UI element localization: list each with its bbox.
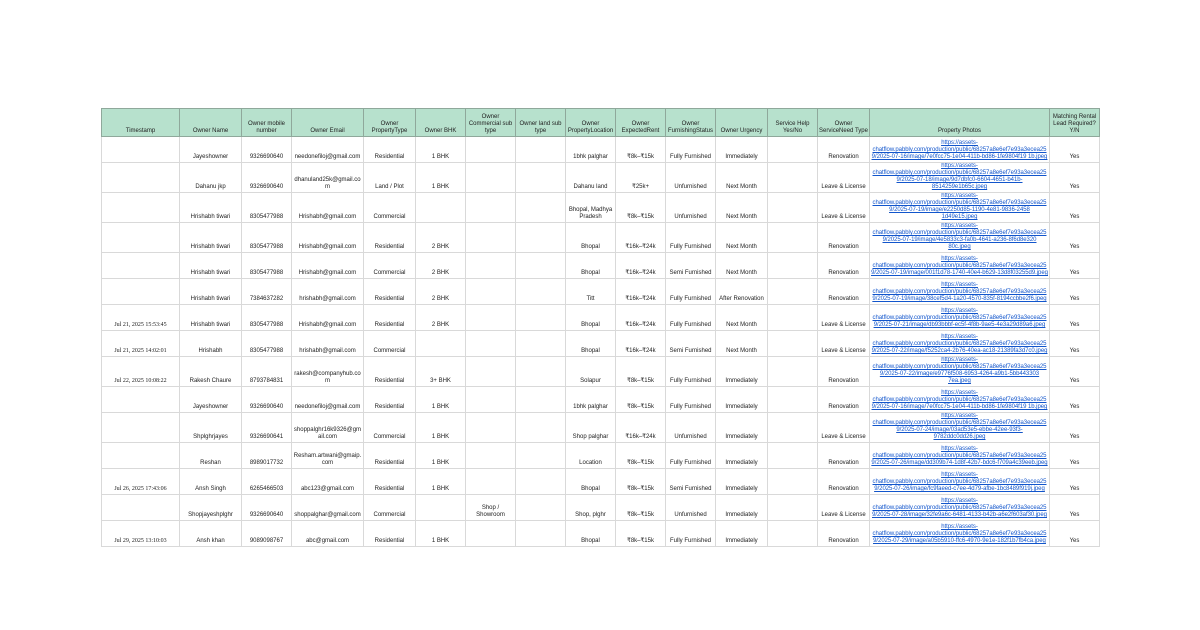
property-photo-link[interactable]: https://assets-chatflow.pabbly.com/production/public/68257a8e6ef7e93a3ecea259/2025-07-26/image/fc9faeed-c7ee-4d79-afbe-1bc8489f919j.jpeg (872, 472, 1047, 492)
commercial-subtype-cell[interactable]: Shop / Showroom (466, 495, 516, 521)
timestamp-cell[interactable]: Jul 21, 2025 14:02:01 (102, 331, 180, 357)
mobile-cell[interactable]: 8305477988 (242, 253, 292, 279)
owner-name-cell[interactable]: Ansh Singh (180, 469, 242, 495)
data-table (101, 108, 1100, 547)
furnishing-cell[interactable]: Unfurnished (666, 495, 716, 521)
property-photo-link[interactable]: https://assets-chatflow.pabbly.com/production/public/68257a8e6ef7e93a3ecea259/2025-07-16/image/7e0fcc75-1e04-411b-bd86-1fe9804f19 1b.jpeg (871, 390, 1048, 410)
rent-cell[interactable]: ₹8k–₹15k (616, 495, 666, 521)
timestamp-cell[interactable] (102, 413, 180, 443)
urgency-cell[interactable]: Immediately (716, 469, 768, 495)
service-need-cell[interactable]: Renovation (818, 469, 870, 495)
location-cell[interactable]: Bhopal (566, 305, 616, 331)
location-cell[interactable]: Shop palghar (566, 413, 616, 443)
rent-cell[interactable]: ₹8k–₹15k (616, 469, 666, 495)
commercial-subtype-cell[interactable] (466, 443, 516, 469)
commercial-subtype-cell[interactable] (466, 253, 516, 279)
timestamp-cell[interactable] (102, 279, 180, 305)
email-cell[interactable]: Hrishabh@gmail.com (292, 253, 364, 279)
service-need-cell[interactable]: Renovation (818, 521, 870, 547)
property-photo-link[interactable]: https://assets-chatflow.pabbly.com/production/public/68257a8e6ef7e93a3ecea259/2025-07-22/image/e9776f508-6953-4264-a9b1-5bb443303 7ea.jpeg (872, 357, 1047, 384)
furnishing-cell[interactable]: Fully Furnished (666, 137, 716, 163)
owner-name-cell[interactable]: Hrishabh tiwari (180, 253, 242, 279)
table-row (102, 331, 1100, 357)
urgency-cell[interactable]: Immediately (716, 357, 768, 387)
urgency-cell[interactable]: Next Month (716, 253, 768, 279)
table-row (102, 193, 1100, 223)
property-photo-cell[interactable] (870, 279, 1050, 305)
urgency-cell[interactable]: Next Month (716, 331, 768, 357)
property-type-cell[interactable]: Commercial (364, 193, 416, 223)
column-header[interactable]: Owner ExpectedRent (616, 109, 666, 137)
mobile-cell[interactable]: 9326690640 (242, 387, 292, 413)
timestamp-cell[interactable]: Jul 26, 2025 17:43:06 (102, 469, 180, 495)
header-row (102, 109, 1100, 137)
table-row (102, 387, 1100, 413)
property-photo-cell[interactable] (870, 137, 1050, 163)
mobile-cell[interactable]: 6265466503 (242, 469, 292, 495)
owner-name-cell[interactable]: Hrishabh (180, 331, 242, 357)
email-cell[interactable]: abc123@gmail.com (292, 469, 364, 495)
property-photo-link[interactable]: https://assets-chatflow.pabbly.com/production/public/68257a8e6ef7e93a3ecea259/2025-07-16/image/7e0fcc75-1e04-411b-bd86-1fe9804f19 1b.jpeg (871, 140, 1048, 160)
property-type-cell[interactable]: Commercial (364, 331, 416, 357)
furnishing-cell[interactable]: Unfurnished (666, 193, 716, 223)
urgency-cell[interactable]: Immediately (716, 413, 768, 443)
location-cell[interactable]: Bhopal (566, 331, 616, 357)
mobile-cell[interactable]: 8305477988 (242, 331, 292, 357)
property-photo-link[interactable]: https://assets-chatflow.pabbly.com/production/public/68257a8e6ef7e93a3ecea259/2025-07-21/image/db93bbbf-ec5f-4f8b-9ae5-4e3a29d89a6.jpeg (872, 308, 1047, 328)
location-cell[interactable]: Bhopal (566, 521, 616, 547)
rent-cell[interactable]: ₹8k–₹15k (616, 137, 666, 163)
timestamp-cell[interactable] (102, 137, 180, 163)
owner-name-cell[interactable]: Jayeshowner (180, 387, 242, 413)
email-cell[interactable]: Hrishabh@gmail.com (292, 305, 364, 331)
service-help-cell[interactable] (768, 305, 818, 331)
owner-name-cell[interactable]: Dahanu jkp (180, 163, 242, 193)
mobile-cell[interactable]: 9326690640 (242, 163, 292, 193)
mobile-cell[interactable]: 9326690640 (242, 495, 292, 521)
table-row (102, 163, 1100, 193)
rent-cell[interactable]: ₹8k–₹15k (616, 193, 666, 223)
owner-name-cell[interactable]: Shopjayeshplghr (180, 495, 242, 521)
column-header[interactable]: Owner BHK (416, 109, 466, 137)
owner-name-cell[interactable]: Hrishabh tiwari (180, 223, 242, 253)
column-header[interactable]: Owner PropertyLocation (566, 109, 616, 137)
email-cell[interactable]: shoppalghar@gmail.com (292, 495, 364, 521)
land-subtype-cell[interactable] (516, 305, 566, 331)
mobile-cell[interactable]: 9326690640 (242, 137, 292, 163)
urgency-cell[interactable]: After Renovation (716, 279, 768, 305)
timestamp-cell[interactable] (102, 193, 180, 223)
lead-required-cell[interactable]: Yes (1050, 253, 1100, 279)
land-subtype-cell[interactable] (516, 193, 566, 223)
column-header[interactable]: Owner mobile number (242, 109, 292, 137)
location-cell[interactable]: Location (566, 443, 616, 469)
service-help-cell[interactable] (768, 223, 818, 253)
bhk-cell[interactable] (416, 495, 466, 521)
service-help-cell[interactable] (768, 521, 818, 547)
location-cell[interactable]: Titt (566, 279, 616, 305)
service-need-cell[interactable]: Renovation (818, 137, 870, 163)
bhk-cell[interactable]: 2 BHK (416, 223, 466, 253)
service-help-cell[interactable] (768, 253, 818, 279)
owner-name-cell[interactable]: Jayeshowner (180, 137, 242, 163)
bhk-cell[interactable]: 2 BHK (416, 253, 466, 279)
furnishing-cell[interactable]: Fully Furnished (666, 357, 716, 387)
property-photo-link[interactable]: https://assets-chatflow.pabbly.com/production/public/68257a8e6ef7e93a3ecea259/2025-07-28/image/32fe9a6c-6481-4133-b42b-a6e2f603af30.jpeg (872, 498, 1047, 518)
furnishing-cell[interactable]: Fully Furnished (666, 521, 716, 547)
bhk-cell[interactable]: 1 BHK (416, 387, 466, 413)
furnishing-cell[interactable]: Unfurnished (666, 163, 716, 193)
owner-name-cell[interactable]: Reshan (180, 443, 242, 469)
commercial-subtype-cell[interactable] (466, 521, 516, 547)
rent-cell[interactable]: ₹8k–₹15k (616, 387, 666, 413)
property-type-cell[interactable]: Residential (364, 387, 416, 413)
lead-required-cell[interactable]: Yes (1050, 413, 1100, 443)
property-photo-cell[interactable] (870, 443, 1050, 469)
lead-required-cell[interactable]: Yes (1050, 443, 1100, 469)
table-row (102, 357, 1100, 387)
service-help-cell[interactable] (768, 193, 818, 223)
email-cell[interactable]: needonefiloj@gmail.com (292, 387, 364, 413)
service-need-cell[interactable]: Leave & License (818, 163, 870, 193)
service-need-cell[interactable]: Renovation (818, 279, 870, 305)
column-header[interactable]: Owner PropertyType (364, 109, 416, 137)
column-header[interactable]: Owner FurnishingStatus (666, 109, 716, 137)
bhk-cell[interactable]: 2 BHK (416, 305, 466, 331)
property-photo-cell[interactable] (870, 223, 1050, 253)
service-need-cell[interactable]: Renovation (818, 253, 870, 279)
table-row (102, 305, 1100, 331)
property-type-cell[interactable]: Commercial (364, 413, 416, 443)
rent-cell[interactable]: ₹16k–₹24k (616, 279, 666, 305)
bhk-cell[interactable]: 1 BHK (416, 163, 466, 193)
service-need-cell[interactable]: Renovation (818, 223, 870, 253)
property-photo-cell[interactable] (870, 495, 1050, 521)
commercial-subtype-cell[interactable] (466, 469, 516, 495)
location-cell[interactable]: Bhopal (566, 469, 616, 495)
property-type-cell[interactable]: Residential (364, 443, 416, 469)
furnishing-cell[interactable]: Semi Furnished (666, 331, 716, 357)
lead-required-cell[interactable]: Yes (1050, 469, 1100, 495)
land-subtype-cell[interactable] (516, 521, 566, 547)
rent-cell[interactable]: ₹25k+ (616, 163, 666, 193)
furnishing-cell[interactable]: Unfurnished (666, 413, 716, 443)
lead-required-cell[interactable]: Yes (1050, 279, 1100, 305)
mobile-cell[interactable]: 8305477988 (242, 305, 292, 331)
land-subtype-cell[interactable] (516, 331, 566, 357)
location-cell[interactable]: Bhopal (566, 223, 616, 253)
service-help-cell[interactable] (768, 469, 818, 495)
bhk-cell[interactable]: 1 BHK (416, 469, 466, 495)
furnishing-cell[interactable]: Fully Furnished (666, 305, 716, 331)
mobile-cell[interactable]: 9326690641 (242, 413, 292, 443)
furnishing-cell[interactable]: Fully Furnished (666, 443, 716, 469)
location-cell[interactable]: 1bhk palghar (566, 137, 616, 163)
service-help-cell[interactable] (768, 357, 818, 387)
mobile-cell[interactable]: 8793784831 (242, 357, 292, 387)
property-photo-cell[interactable] (870, 387, 1050, 413)
bhk-cell[interactable]: 2 BHK (416, 279, 466, 305)
rent-cell[interactable]: ₹8k–₹15k (616, 521, 666, 547)
column-header[interactable]: Owner Commercial sub type (466, 109, 516, 137)
commercial-subtype-cell[interactable] (466, 137, 516, 163)
table-row (102, 223, 1100, 253)
property-type-cell[interactable]: Commercial (364, 495, 416, 521)
table-row (102, 469, 1100, 495)
timestamp-cell[interactable] (102, 223, 180, 253)
property-type-cell[interactable]: Residential (364, 137, 416, 163)
service-help-cell[interactable] (768, 413, 818, 443)
land-subtype-cell[interactable] (516, 357, 566, 387)
property-photo-link[interactable]: https://assets-chatflow.pabbly.com/production/public/68257a8e6ef7e93a3ecea259/2025-07-26/image/dd309b74-1d8f-42b7-bdc6-f709a4c39eeb.jpeg (871, 446, 1048, 466)
timestamp-cell[interactable]: Jul 29, 2025 13:10:03 (102, 521, 180, 547)
land-subtype-cell[interactable] (516, 469, 566, 495)
column-header[interactable]: Timestamp (102, 109, 180, 137)
commercial-subtype-cell[interactable] (466, 357, 516, 387)
column-header[interactable]: Service Help Yes/No (768, 109, 818, 137)
property-type-cell[interactable]: Residential (364, 305, 416, 331)
lead-required-cell[interactable]: Yes (1050, 193, 1100, 223)
property-type-cell[interactable]: Residential (364, 521, 416, 547)
table-row (102, 495, 1100, 521)
email-cell[interactable]: hrishabh@gmail.com (292, 279, 364, 305)
commercial-subtype-cell[interactable] (466, 279, 516, 305)
location-cell[interactable]: 1bhk palghar (566, 387, 616, 413)
property-photo-cell[interactable] (870, 469, 1050, 495)
property-type-cell[interactable]: Residential (364, 357, 416, 387)
email-cell[interactable]: hrishabh@gmail.com (292, 331, 364, 357)
owner-name-cell[interactable]: Ansh khan (180, 521, 242, 547)
property-type-cell[interactable]: Residential (364, 223, 416, 253)
property-photo-link[interactable]: https://assets-chatflow.pabbly.com/production/public/68257a8e6ef7e93a3ecea259/2025-07-19/image/e2250d85-1190-4e81-9836-2458 1d49e15.jpeg (872, 193, 1047, 220)
column-header[interactable]: Owner Email (292, 109, 364, 137)
timestamp-cell[interactable] (102, 495, 180, 521)
land-subtype-cell[interactable] (516, 253, 566, 279)
property-photo-link[interactable]: https://assets-chatflow.pabbly.com/production/public/68257a8e6ef7e93a3ecea259/2025-07-24/image/03ad53e5-ebbe-42ee-93f3-9782ddc0dd26.jpeg (872, 413, 1047, 440)
land-subtype-cell[interactable] (516, 223, 566, 253)
service-need-cell[interactable]: Renovation (818, 387, 870, 413)
bhk-cell[interactable]: 3+ BHK (416, 357, 466, 387)
column-header[interactable]: Matching Rental Lead Required? Y/N (1050, 109, 1100, 137)
lead-required-cell[interactable]: Yes (1050, 495, 1100, 521)
lead-required-cell[interactable]: Yes (1050, 331, 1100, 357)
column-header[interactable]: Owner land sub type (516, 109, 566, 137)
mobile-cell[interactable]: 8305477988 (242, 193, 292, 223)
mobile-cell[interactable]: 9089098767 (242, 521, 292, 547)
land-subtype-cell[interactable] (516, 495, 566, 521)
table-row (102, 443, 1100, 469)
column-header[interactable]: Owner Urgency (716, 109, 768, 137)
furnishing-cell[interactable]: Fully Furnished (666, 223, 716, 253)
commercial-subtype-cell[interactable] (466, 193, 516, 223)
rent-cell[interactable]: ₹16k–₹24k (616, 413, 666, 443)
property-photo-cell[interactable] (870, 253, 1050, 279)
bhk-cell[interactable]: 1 BHK (416, 137, 466, 163)
urgency-cell[interactable]: Next Month (716, 193, 768, 223)
timestamp-cell[interactable] (102, 387, 180, 413)
property-photo-link[interactable]: https://assets-chatflow.pabbly.com/production/public/68257a8e6ef7e93a3ecea259/2025-07-29/image/a05b5910-ffc6-4970-9e1e-182f1b7fb4ca.jpeg (872, 524, 1047, 544)
urgency-cell[interactable]: Next Month (716, 305, 768, 331)
bhk-cell[interactable] (416, 331, 466, 357)
urgency-cell[interactable]: Immediately (716, 495, 768, 521)
service-help-cell[interactable] (768, 331, 818, 357)
mobile-cell[interactable]: 8989017732 (242, 443, 292, 469)
service-need-cell[interactable]: Leave & License (818, 305, 870, 331)
service-help-cell[interactable] (768, 163, 818, 193)
email-cell[interactable]: dhanuland25k@gmail.com (292, 163, 364, 193)
property-photo-cell[interactable] (870, 413, 1050, 443)
email-cell[interactable]: Hrishabh@gmail.com (292, 223, 364, 253)
bhk-cell[interactable]: 1 BHK (416, 443, 466, 469)
property-photo-cell[interactable] (870, 521, 1050, 547)
column-header[interactable]: Property Photos (870, 109, 1050, 137)
owner-name-cell[interactable]: Hrishabh tiwari (180, 279, 242, 305)
owner-name-cell[interactable]: Shplghrjayes (180, 413, 242, 443)
property-type-cell[interactable]: Commercial (364, 253, 416, 279)
furnishing-cell[interactable]: Semi Furnished (666, 469, 716, 495)
table-row (102, 253, 1100, 279)
timestamp-cell[interactable] (102, 443, 180, 469)
service-help-cell[interactable] (768, 279, 818, 305)
service-need-cell[interactable]: Leave & License (818, 413, 870, 443)
service-need-cell[interactable]: Renovation (818, 443, 870, 469)
property-type-cell[interactable]: Residential (364, 469, 416, 495)
property-photo-link[interactable]: https://assets-chatflow.pabbly.com/production/public/68257a8e6ef7e93a3ecea259/2025-07-22/image/f5252ca4-2b76-40ea-ac18-21389fa3d7c0.jpeg (871, 334, 1048, 354)
furnishing-cell[interactable]: Semi Furnished (666, 253, 716, 279)
service-help-cell[interactable] (768, 495, 818, 521)
timestamp-cell[interactable]: Jul 21, 2025 15:53:45 (102, 305, 180, 331)
location-cell[interactable]: Bhopal (566, 253, 616, 279)
owner-name-cell[interactable]: Rakesh Chaure (180, 357, 242, 387)
service-need-cell[interactable]: Leave & License (818, 193, 870, 223)
lead-required-cell[interactable]: Yes (1050, 387, 1100, 413)
commercial-subtype-cell[interactable] (466, 331, 516, 357)
land-subtype-cell[interactable] (516, 279, 566, 305)
property-photo-cell[interactable] (870, 193, 1050, 223)
bhk-cell[interactable] (416, 193, 466, 223)
property-photo-cell[interactable] (870, 163, 1050, 193)
mobile-cell[interactable]: 8305477988 (242, 223, 292, 253)
furnishing-cell[interactable]: Fully Furnished (666, 387, 716, 413)
rent-cell[interactable]: ₹8k–₹15k (616, 443, 666, 469)
bhk-cell[interactable]: 1 BHK (416, 413, 466, 443)
service-need-cell[interactable]: Leave & License (818, 331, 870, 357)
owner-name-cell[interactable]: Hrishabh tiwari (180, 305, 242, 331)
lead-required-cell[interactable]: Yes (1050, 163, 1100, 193)
urgency-cell[interactable]: Next Month (716, 223, 768, 253)
timestamp-cell[interactable] (102, 163, 180, 193)
location-cell[interactable]: Solapur (566, 357, 616, 387)
rent-cell[interactable]: ₹16k–₹24k (616, 331, 666, 357)
table-row (102, 521, 1100, 547)
lead-required-cell[interactable]: Yes (1050, 305, 1100, 331)
land-subtype-cell[interactable] (516, 443, 566, 469)
table-row (102, 279, 1100, 305)
location-cell[interactable]: Dahanu land (566, 163, 616, 193)
email-cell[interactable]: rakesh@companyhub.com (292, 357, 364, 387)
furnishing-cell[interactable]: Fully Furnished (666, 279, 716, 305)
service-need-cell[interactable]: Renovation (818, 357, 870, 387)
email-cell[interactable]: shoppalghr16k9326@gmail.com (292, 413, 364, 443)
urgency-cell[interactable]: Immediately (716, 443, 768, 469)
urgency-cell[interactable]: Immediately (716, 137, 768, 163)
property-type-cell[interactable]: Land / Plot (364, 163, 416, 193)
land-subtype-cell[interactable] (516, 387, 566, 413)
property-photo-link[interactable]: https://assets-chatflow.pabbly.com/production/public/68257a8e6ef7e93a3ecea259/2025-07-19/image/4e5833c3-fa0b-4641-a236-8f6d8e320 80c.jpeg (872, 223, 1047, 250)
property-photo-cell[interactable] (870, 305, 1050, 331)
property-photo-cell[interactable] (870, 331, 1050, 357)
mobile-cell[interactable]: 7384637282 (242, 279, 292, 305)
land-subtype-cell[interactable] (516, 163, 566, 193)
email-cell[interactable]: Hrishabh@gmail.com (292, 193, 364, 223)
table-body (102, 137, 1100, 547)
urgency-cell[interactable]: Immediately (716, 521, 768, 547)
lead-required-cell[interactable]: Yes (1050, 521, 1100, 547)
rent-cell[interactable]: ₹16k–₹24k (616, 223, 666, 253)
rent-cell[interactable]: ₹16k–₹24k (616, 305, 666, 331)
lead-required-cell[interactable]: Yes (1050, 223, 1100, 253)
email-cell[interactable]: abc@gmail.com (292, 521, 364, 547)
property-photo-link[interactable]: https://assets-chatflow.pabbly.com/production/public/68257a8e6ef7e93a3ecea259/2025-07-19/image/001f1d78-1740-40e4-b629-13d8f03255d9.jpeg (871, 256, 1048, 276)
urgency-cell[interactable]: Immediately (716, 387, 768, 413)
land-subtype-cell[interactable] (516, 413, 566, 443)
property-photo-link[interactable]: https://assets-chatflow.pabbly.com/production/public/68257a8e6ef7e93a3ecea259/2025-07-18/image/9d7dbfc0-6604-4651-b41b-8514259e1b65c.jpeg (872, 163, 1047, 190)
rent-cell[interactable]: ₹16k–₹24k (616, 253, 666, 279)
urgency-cell[interactable]: Next Month (716, 163, 768, 193)
owner-name-cell[interactable]: Hrishabh tiwari (180, 193, 242, 223)
table-row (102, 413, 1100, 443)
location-cell[interactable]: Bhopal, Madhya Pradesh (566, 193, 616, 223)
property-photo-cell[interactable] (870, 357, 1050, 387)
service-need-cell[interactable]: Leave & License (818, 495, 870, 521)
lead-required-cell[interactable]: Yes (1050, 137, 1100, 163)
column-header[interactable]: Owner Name (180, 109, 242, 137)
commercial-subtype-cell[interactable] (466, 223, 516, 253)
property-type-cell[interactable]: Residential (364, 279, 416, 305)
rent-cell[interactable]: ₹8k–₹15k (616, 357, 666, 387)
timestamp-cell[interactable]: Jul 22, 2025 10:08:22 (102, 357, 180, 387)
location-cell[interactable]: Shop, plghr (566, 495, 616, 521)
service-help-cell[interactable] (768, 137, 818, 163)
column-header[interactable]: Owner ServiceNeed Type (818, 109, 870, 137)
email-cell[interactable]: Resham.artwani@gmaip.com (292, 443, 364, 469)
service-help-cell[interactable] (768, 387, 818, 413)
table-row (102, 137, 1100, 163)
commercial-subtype-cell[interactable] (466, 305, 516, 331)
service-help-cell[interactable] (768, 443, 818, 469)
property-photo-link[interactable]: https://assets-chatflow.pabbly.com/production/public/68257a8e6ef7e93a3ecea259/2025-07-19/image/38cef5d4-1a20-4570-835f-8194ccbbe2f6.jpeg (872, 282, 1047, 302)
email-cell[interactable]: needonefiloj@gmail.com (292, 137, 364, 163)
timestamp-cell[interactable] (102, 253, 180, 279)
commercial-subtype-cell[interactable] (466, 387, 516, 413)
lead-required-cell[interactable]: Yes (1050, 357, 1100, 387)
land-subtype-cell[interactable] (516, 137, 566, 163)
commercial-subtype-cell[interactable] (466, 163, 516, 193)
bhk-cell[interactable]: 1 BHK (416, 521, 466, 547)
spreadsheet (101, 108, 1099, 547)
commercial-subtype-cell[interactable] (466, 413, 516, 443)
